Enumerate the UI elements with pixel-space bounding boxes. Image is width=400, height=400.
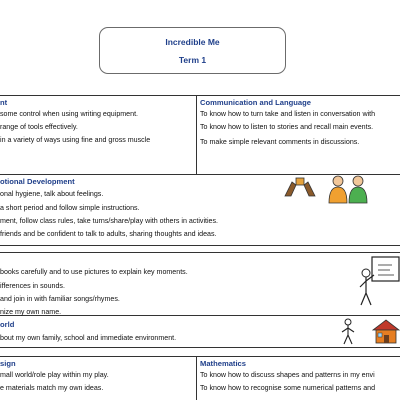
design-line: e materials match my own ideas. <box>0 384 104 392</box>
page-title: Incredible Me <box>165 37 220 47</box>
term-label: Term 1 <box>178 55 207 65</box>
literacy-line: books carefully and to use pictures to explain key moments. <box>0 268 188 276</box>
physical-line: range of tools effectively. <box>0 123 78 131</box>
title-box <box>99 27 286 74</box>
physical-heading: nt <box>0 98 8 107</box>
communication-line: To know how to listen to stories and recall main events. <box>200 123 374 131</box>
physical-line: in a variety of ways using fine and gross muscle <box>0 136 151 144</box>
house-icon <box>372 318 400 344</box>
literacy-line: and join in with familiar songs/rhymes. <box>0 295 120 303</box>
divider <box>0 347 400 348</box>
world-line: bout my own family, school and immediate environment. <box>0 334 177 342</box>
psed-heading: otional Development <box>0 177 75 186</box>
divider <box>0 252 400 253</box>
divider <box>0 245 400 246</box>
psed-line: a short period and follow simple instructions. <box>0 204 140 212</box>
world-heading: orld <box>0 320 15 329</box>
divider <box>0 95 400 96</box>
communication-heading: Communication and Language <box>200 98 311 107</box>
divider <box>0 356 400 357</box>
maths-line: To know how to discuss shapes and patterns in my envi <box>200 371 375 379</box>
person-icon <box>340 318 356 346</box>
physical-line: some control when using writing equipment. <box>0 110 139 118</box>
teacher-board-icon <box>356 255 400 307</box>
column-divider <box>196 95 197 174</box>
psed-line: ment, follow class rules, take turns/share/play with others in activities. <box>0 217 219 225</box>
design-line: mall world/role play within my play. <box>0 371 109 379</box>
maths-line: To know how to recognise some numerical patterns and <box>200 384 376 392</box>
two-people-icon <box>325 174 371 204</box>
psed-line: onal hygiene, talk about feelings. <box>0 190 104 198</box>
literacy-line: nize my own name. <box>0 308 62 316</box>
column-divider <box>196 356 197 400</box>
psed-line: friends and be confident to talk to adults, sharing thoughts and ideas. <box>0 230 217 238</box>
design-heading: sign <box>0 359 16 368</box>
sharing-hands-icon <box>282 176 318 198</box>
communication-line: To make simple relevant comments in discussions. <box>200 138 360 146</box>
communication-line: To know how to turn take and listen in conversation with <box>200 110 376 118</box>
literacy-line: ifferences in sounds. <box>0 282 65 290</box>
maths-heading: Mathematics <box>200 359 247 368</box>
